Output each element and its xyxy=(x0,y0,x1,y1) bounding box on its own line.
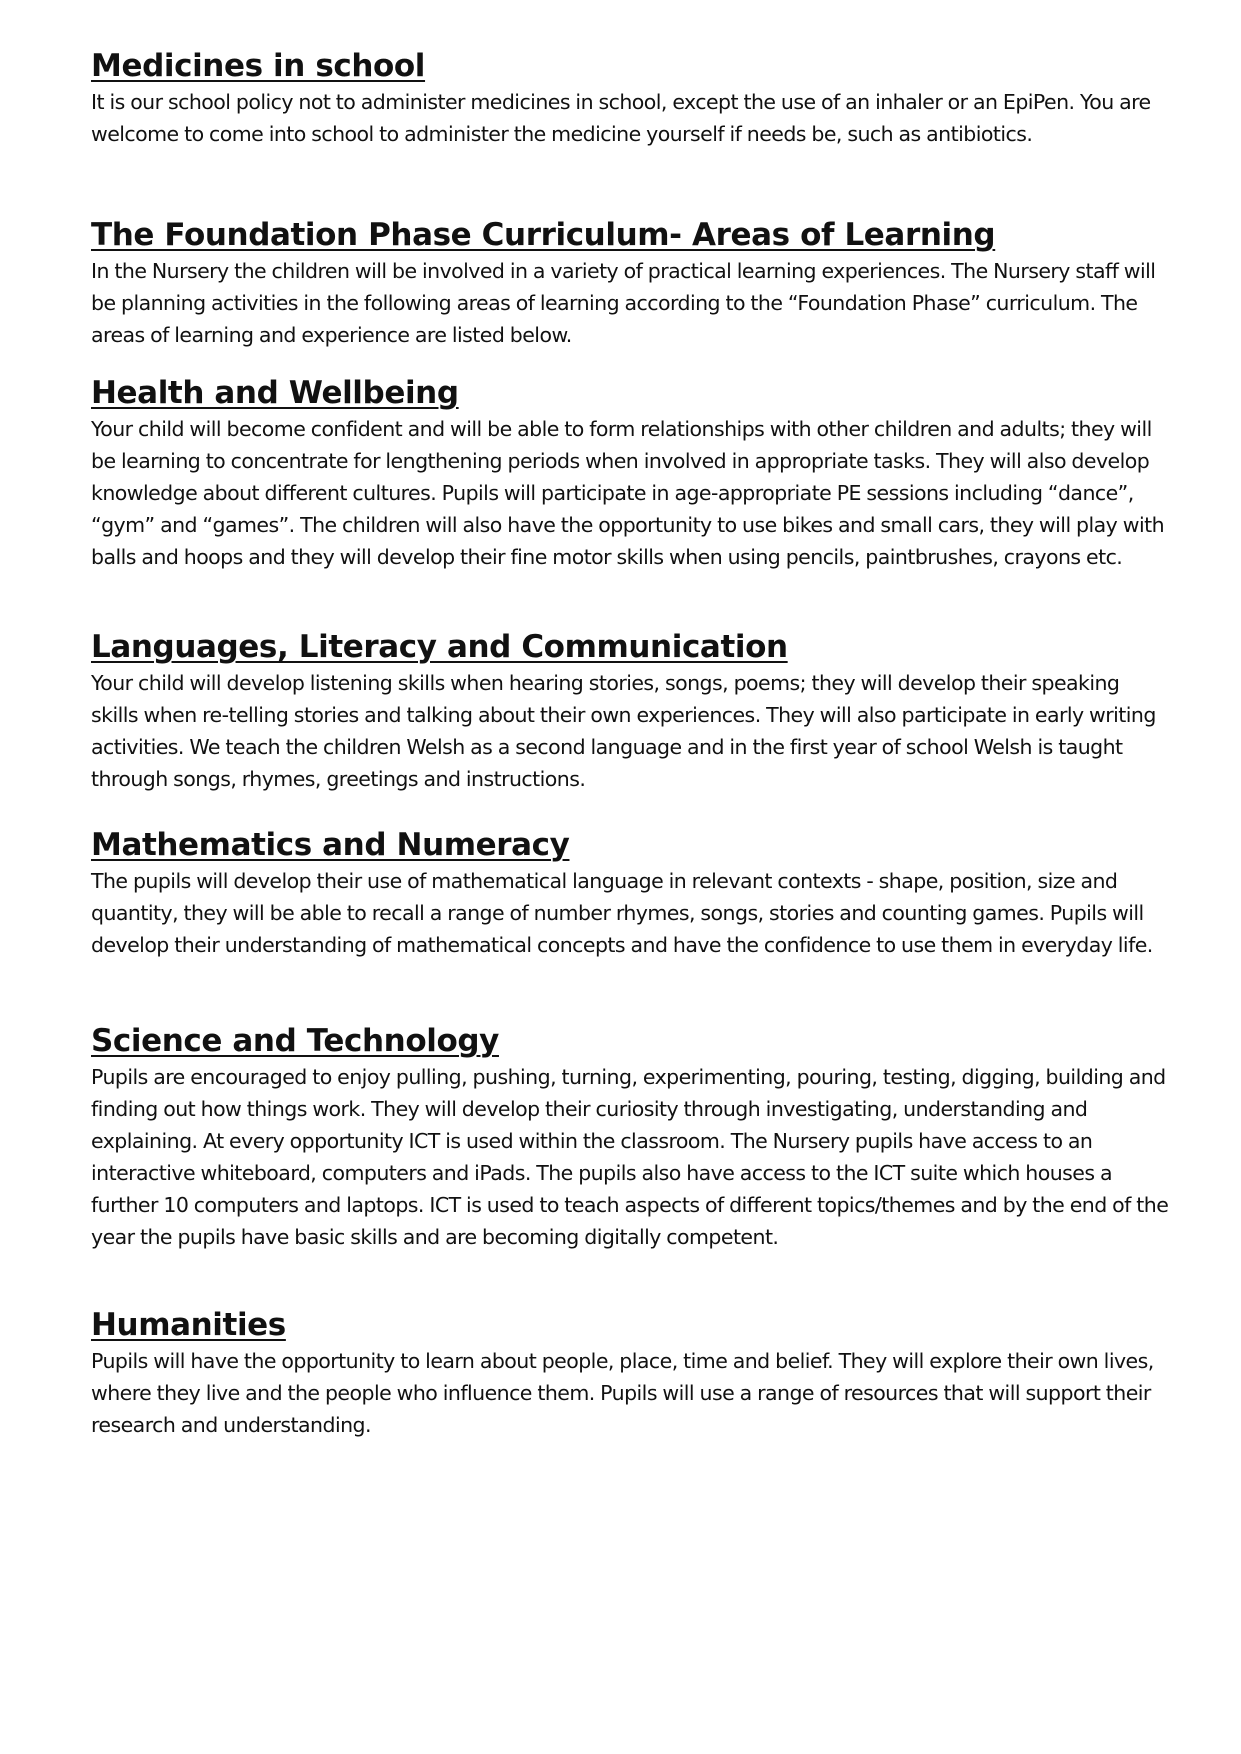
section-foundation-phase-curriculum xyxy=(91,215,1171,351)
section-body: It is our school policy not to administer medicines in school, except the use of an inhaler or an EpiPen. You are welcome to come into school to administer the medicine yourself if needs be, such as antibiotics. xyxy=(91,90,1151,146)
section-languages-literacy-communication xyxy=(91,627,1171,795)
section-heading: Medicines in school xyxy=(91,48,426,84)
section-body: Your child will develop listening skills when hearing stories, songs, poems; they will develop their speaking skills when re-telling stories and talking about their own experiences. They will also participate in early writing activities. We teach the children Welsh as a second language and in the first year of school Welsh is taught through songs, rhymes, greetings and instructions. xyxy=(91,671,1156,791)
section-heading: Science and Technology xyxy=(91,1023,499,1059)
section-humanities xyxy=(91,1305,1171,1441)
section-body: Pupils will have the opportunity to learn about people, place, time and belief. They will explore their own lives, where they live and the people who influence them. Pupils will use a range of resources that will support their research and understanding. xyxy=(91,1349,1154,1437)
section-body: Pupils are encouraged to enjoy pulling, pushing, turning, experimenting, pouring, testing, digging, building and finding out how things work. They will develop their curiosity through investigating, understanding and explaining. At every opportunity ICT is used within the classroom. The Nursery pupils have access to an interactive whiteboard, computers and iPads. The pupils also have access to the ICT suite which houses a further 10 computers and laptops. ICT is used to teach aspects of different topics/themes and by the end of the year the pupils have basic skills and are becoming digitally competent. xyxy=(91,1065,1169,1249)
section-body: Your child will become confident and will be able to form relationships with other children and adults; they will be learning to concentrate for lengthening periods when involved in appropriate tasks. They will also develop knowledge about different cultures. Pupils will participate in age-appropriate PE sessions including “dance”, “gym” and “games”. The children will also have the opportunity to use bikes and small cars, they will play with balls and hoops and they will develop their fine motor skills when using pencils, paintbrushes, crayons etc. xyxy=(91,417,1165,569)
section-heading: Mathematics and Numeracy xyxy=(91,827,570,863)
section-body: In the Nursery the children will be involved in a variety of practical learning experiences. The Nursery staff will be planning activities in the following areas of learning according to the “Foundation Phase” curriculum. The areas of learning and experience are listed below. xyxy=(91,259,1156,347)
section-mathematics-and-numeracy xyxy=(91,825,1171,961)
section-heading: Languages, Literacy and Communication xyxy=(91,629,788,665)
section-body: The pupils will develop their use of mathematical language in relevant contexts - shape, position, size and quantity, they will be able to recall a range of number rhymes, songs, stories and counting games. Pupils will develop their understanding of mathematical concepts and have the confidence to use them in everyday life. xyxy=(91,869,1153,957)
section-heading: Humanities xyxy=(91,1307,286,1343)
section-heading: Health and Wellbeing xyxy=(91,375,459,411)
section-medicines-in-school xyxy=(91,46,1171,150)
section-heading: The Foundation Phase Curriculum- Areas of Learning xyxy=(91,217,996,253)
section-science-and-technology xyxy=(91,1021,1171,1253)
section-health-and-wellbeing xyxy=(91,373,1171,573)
